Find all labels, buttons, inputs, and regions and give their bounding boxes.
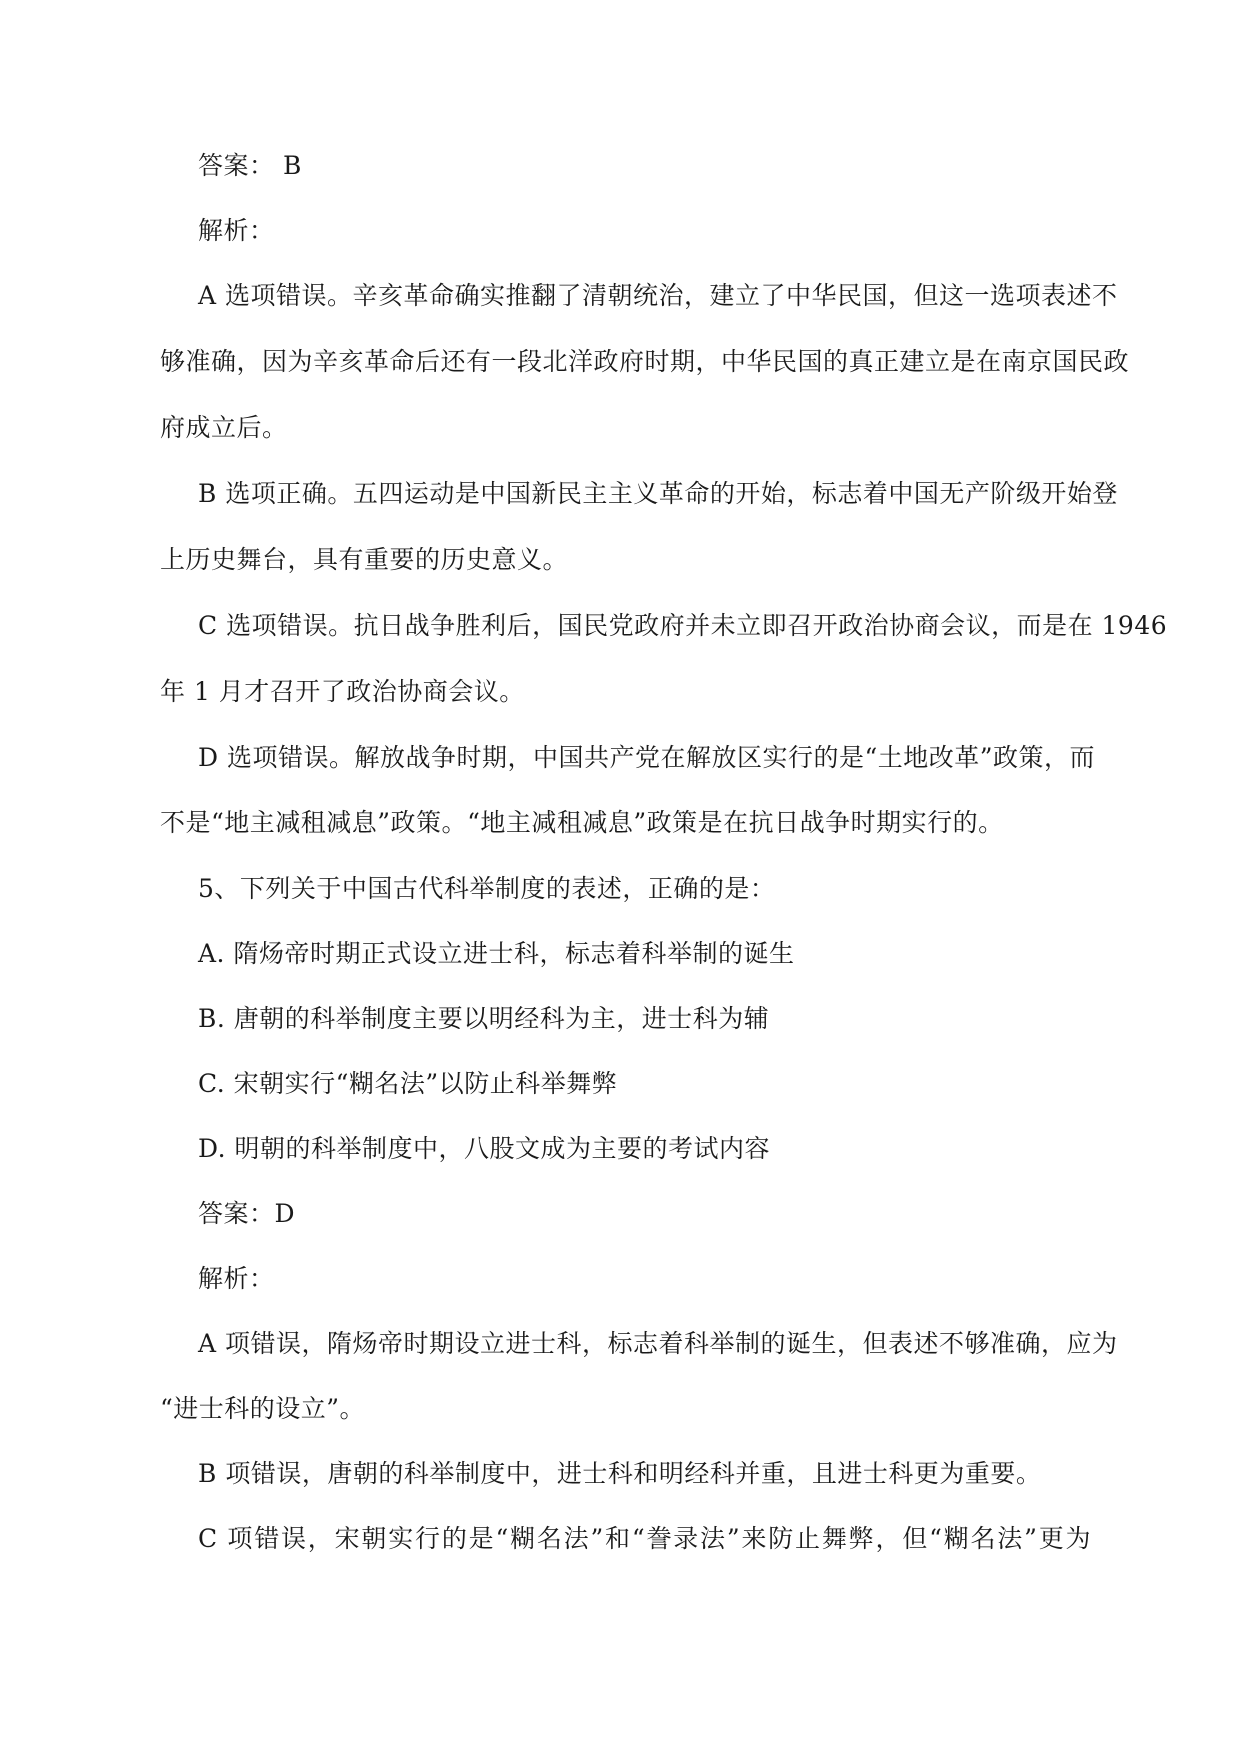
answer-prev: 答案： B [198, 151, 302, 180]
question-5-option-b: B. 唐朝的科举制度主要以明经科为主，进士科为辅 [198, 1004, 770, 1033]
question-5-option-a: A. 隋炀帝时期正式设立进士科，标志着科举制的诞生 [198, 939, 795, 968]
option-a-analysis-line1: A 选项错误。辛亥革命确实推翻了清朝统治，建立了中华民国，但这一选项表述不 [198, 281, 1118, 310]
answer-q5: 答案：D [198, 1199, 296, 1228]
question-5: 5、下列关于中国古代科举制度的表述，正确的是： [198, 874, 776, 903]
question-5-option-c: C. 宋朝实行“糊名法”以防止科举舞弊 [198, 1069, 618, 1098]
option-d-analysis-line1: D 选项错误。解放战争时期，中国共产党在解放区实行的是“土地改革”政策，而 [198, 743, 1096, 772]
q5-option-a-analysis-line1: A 项错误，隋炀帝时期设立进士科，标志着科举制的诞生，但表述不够准确，应为 [198, 1329, 1118, 1358]
q5-option-b-analysis-line1: B 项错误，唐朝的科举制度中，进士科和明经科并重，且进士科更为重要。 [198, 1459, 1042, 1488]
analysis-q5-heading: 解析： [198, 1264, 275, 1293]
option-c-analysis-line1: C 选项错误。抗日战争胜利后，国民党政府并未立即召开政治协商会议，而是在 1946 [198, 611, 1168, 640]
question-5-option-d: D. 明朝的科举制度中，八股文成为主要的考试内容 [198, 1134, 771, 1163]
option-a-analysis-line2: 够准确，因为辛亥革命后还有一段北洋政府时期，中华民国的真正建立是在南京国民政 [160, 347, 1130, 376]
option-c-analysis-line2: 年 1 月才召开了政治协商会议。 [160, 677, 525, 706]
option-d-analysis-line2: 不是“地主减租减息”政策。“地主减租减息”政策是在抗日战争时期实行的。 [160, 808, 1004, 837]
option-b-analysis-line1: B 选项正确。五四运动是中国新民主主义革命的开始，标志着中国无产阶级开始登 [198, 479, 1118, 508]
option-a-analysis-line3: 府成立后。 [160, 413, 288, 442]
q5-option-a-analysis-line2: “进士科的设立”。 [160, 1394, 366, 1423]
q5-option-c-analysis-line1: C 项错误，宋朝实行的是“糊名法”和“誊录法”来防止舞弊，但“糊名法”更为 [198, 1524, 1091, 1553]
option-b-analysis-line2: 上历史舞台，具有重要的历史意义。 [160, 545, 569, 574]
analysis-prev-heading: 解析： [198, 216, 275, 245]
